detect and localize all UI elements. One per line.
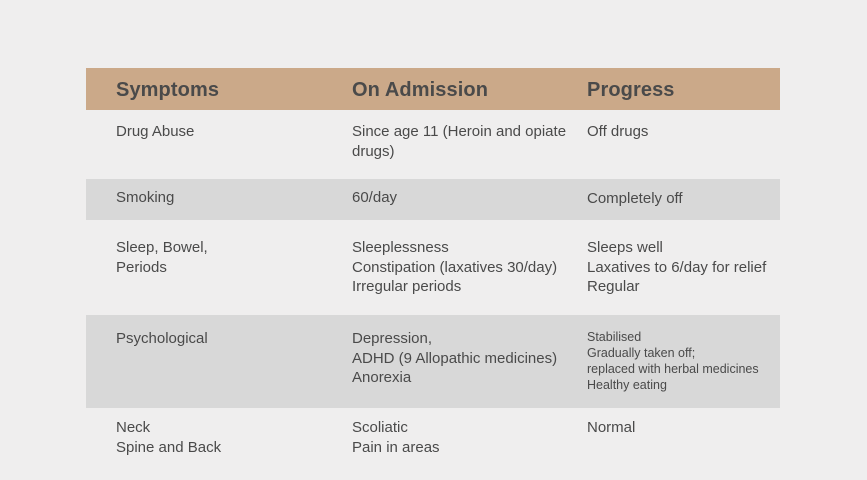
table-row	[86, 179, 780, 220]
cell-text: Gradually taken off;	[587, 346, 696, 360]
table-row	[86, 110, 780, 179]
cell-text: Normal	[587, 419, 636, 436]
cell-text: 60/day	[352, 189, 398, 206]
cell-text: Smoking	[116, 189, 175, 206]
table-header	[86, 68, 780, 110]
cell-text: Sleep, Bowel,	[116, 239, 208, 256]
header-symptoms: Symptoms	[116, 79, 220, 101]
cell-progress	[587, 238, 777, 297]
cell-text: Scoliatic	[352, 419, 408, 436]
cell-text: Pain in areas	[352, 438, 440, 456]
cell-admission	[352, 122, 577, 161]
cell-text: Periods	[116, 258, 167, 276]
cell-text: Since age 11 (Heroin and opiate	[352, 123, 567, 140]
cell-text: Irregular periods	[352, 278, 462, 295]
cell-text: replaced with herbal medicines	[587, 362, 759, 376]
cell-text: ADHD (9 Allopathic medicines)	[352, 349, 558, 367]
cell-symptoms	[116, 188, 336, 208]
header-progress: Progress	[587, 79, 675, 101]
cell-symptoms	[116, 238, 336, 277]
cell-text: Stabilised	[587, 330, 642, 344]
cell-text: Sleeplessness	[352, 239, 449, 256]
cell-text: Psychological	[116, 330, 208, 347]
cell-symptoms	[116, 122, 336, 142]
cell-text: Laxatives to 6/day for relief	[587, 258, 767, 276]
cell-text: drugs)	[352, 142, 395, 160]
cell-admission	[352, 188, 577, 208]
cell-text: Off drugs	[587, 123, 649, 140]
cell-admission	[352, 238, 577, 297]
cell-text: Neck	[116, 419, 151, 436]
table-row	[86, 408, 780, 480]
cell-progress	[587, 122, 777, 142]
cell-text: Drug Abuse	[116, 123, 195, 140]
cell-admission	[352, 329, 577, 388]
cell-progress	[587, 329, 777, 393]
cell-text: Depression,	[352, 330, 433, 347]
cell-admission	[352, 418, 577, 457]
symptoms-table	[86, 68, 780, 480]
table-row	[86, 220, 780, 315]
cell-text: Regular	[587, 278, 640, 295]
cell-symptoms	[116, 329, 336, 349]
cell-progress	[587, 189, 777, 209]
cell-text: Spine and Back	[116, 438, 222, 456]
header-on-admission: On Admission	[352, 79, 489, 101]
cell-progress	[587, 418, 777, 438]
cell-text: Healthy eating	[587, 378, 667, 392]
cell-text: Sleeps well	[587, 239, 663, 256]
cell-symptoms	[116, 418, 336, 457]
cell-text: Constipation (laxatives 30/day)	[352, 258, 558, 276]
cell-text: Completely off	[587, 190, 683, 207]
cell-text: Anorexia	[352, 369, 412, 386]
table-row	[86, 315, 780, 408]
